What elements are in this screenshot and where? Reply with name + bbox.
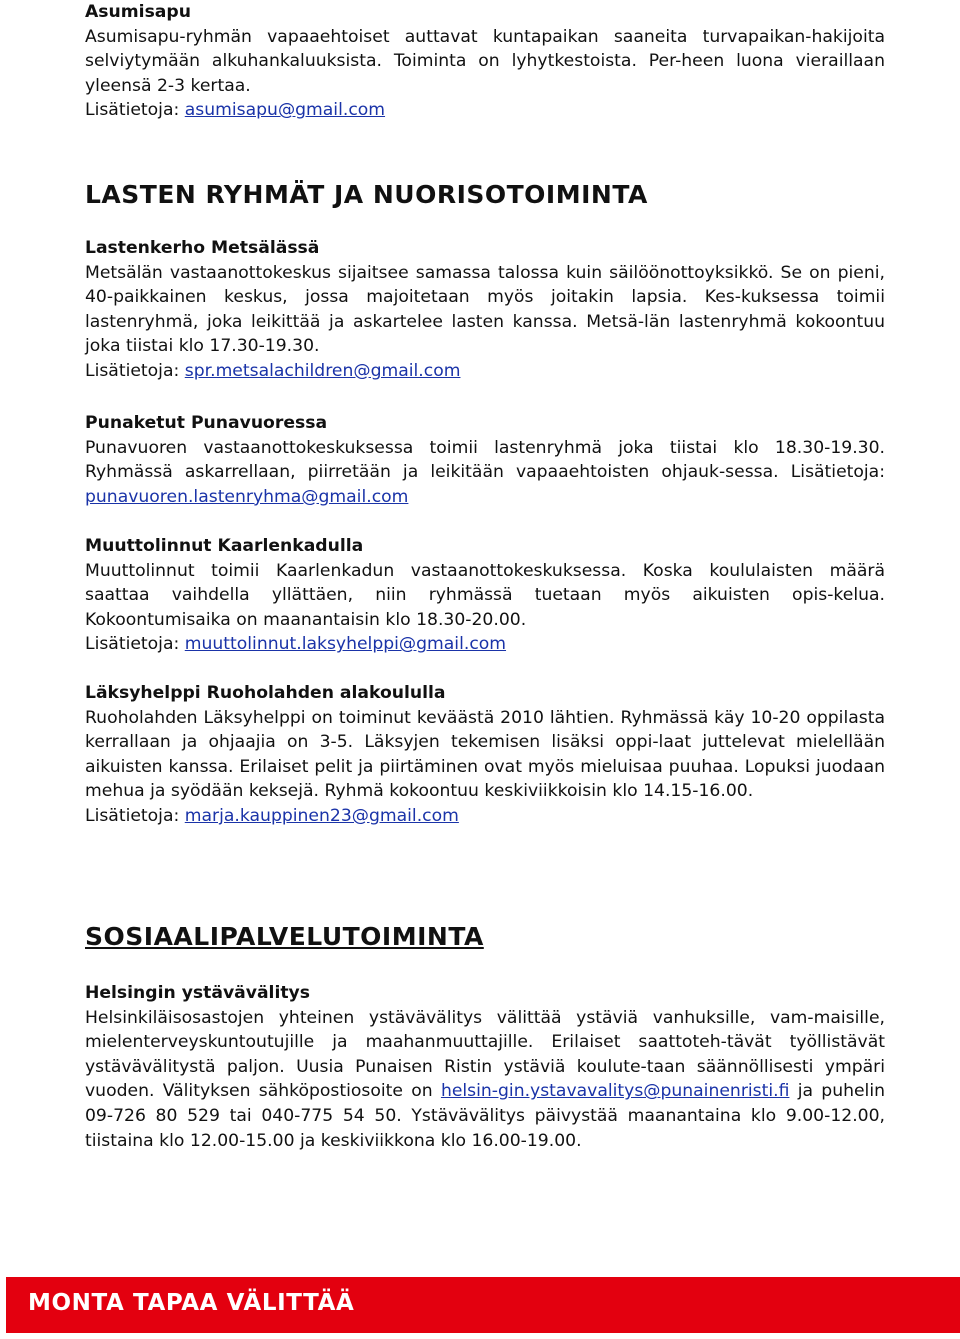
asumisapu-body: Asumisapu-ryhmän vapaaehtoiset auttavat kuntapaikan saaneita turvapaikan-hakijoita selviytymään alkuhankaluuksista. Toiminta on lyhytkestoista. Per-heen luona vieraillaan yleensä 2-3 kertaa.	[85, 26, 885, 96]
ystavavalitys-body-after: ja puhelin 09-726 80 529 tai 040-775 54 50. Ystävävälitys päivystää maanantaina klo 9.00-12.00, tiistaina klo 12.00-15.00 ja keskiviikkona klo 16.00-19.00.	[85, 1081, 885, 1151]
metsala-body: Metsälän vastaanottokeskus sijaitsee samassa talossa kuin säilöönottoyksikkö. Se on pieni, 40-paikkainen keskus, jossa majoitetaan myös joitakin lapsia. Kes-kuksessa toimii lastenryhmä, joka leikittää ja askartelee lasten kanssa. Metsä-län lastenryhmä kokoontuu joka tiistai klo 17.30-19.30.	[85, 262, 885, 357]
muuttolinnut-text	[85, 559, 885, 657]
footer-banner	[6, 1277, 960, 1333]
ystavavalitys-block	[85, 981, 885, 1153]
muuttolinnut-body: Muuttolinnut toimii Kaarlenkadun vastaanottokeskuksessa. Koska koululaisten määrä saattaa vaihdella yllättäen, niin ryhmässä tuetaan myös aikuisten opis-kelua. Kokoontumisaika on maanantaisin klo 18.30-20.00.	[85, 560, 885, 630]
laksyhelppi-block	[85, 681, 885, 829]
metsala-block	[85, 236, 885, 384]
metsala-info-label: Lisätietoja:	[85, 360, 185, 381]
metsala-heading: Lastenkerho Metsälässä	[85, 238, 320, 258]
laksyhelppi-body: Ruoholahden Läksyhelppi on toiminut keväästä 2010 lähtien. Ryhmässä käy 10-20 oppilasta kerrallaan ja ohjaajia on 3-5. Läksyjen tekemisen lisäksi oppi-laat juttelevat mielellään aikuisten kanssa. Erilaiset pelit ja piirtäminen ovat myös mieluisaa puuhaa. Lopuksi juodaan mehua ja syödään keksejä. Ryhmä kokoontuu keskiviikkoisin klo 14.15-16.00.	[85, 707, 885, 802]
punavuori-body: Punavuoren vastaanottokeskuksessa toimii lastenryhmä joka tiistai klo 18.30-19.30. Ryhmässä askarrellaan, piirretään ja leikitään vapaaehtoisten ohjauk-sessa.	[85, 437, 885, 483]
punavuori-info-label: Lisätietoja:	[778, 462, 886, 483]
section-title-lasten: LASTEN RYHMÄT JA NUORISOTOIMINTA	[85, 180, 648, 209]
asumisapu-block	[85, 0, 885, 123]
asumisapu-heading: Asumisapu	[85, 2, 191, 22]
ystavavalitys-text	[85, 1006, 885, 1154]
asumisapu-email-link[interactable]: asumisapu@gmail.com	[184, 100, 386, 121]
punavuori-text	[85, 436, 885, 510]
laksyhelppi-info-label: Lisätietoja:	[85, 805, 185, 826]
punavuori-email-link[interactable]: punavuoren.lastenryhma@gmail.com	[85, 486, 409, 507]
metsala-text	[85, 261, 885, 384]
ystavavalitys-heading: Helsingin ystävävälitys	[85, 983, 310, 1003]
punavuori-block	[85, 411, 885, 509]
punavuori-heading: Punaketut Punavuoressa	[85, 413, 328, 433]
footer-slogan: MONTA TAPAA VÄLITTÄÄ	[28, 1290, 355, 1316]
asumisapu-text	[85, 25, 885, 123]
asumisapu-info-label: Lisätietoja:	[85, 100, 185, 121]
muuttolinnut-info-label: Lisätietoja:	[85, 634, 185, 655]
laksyhelppi-text	[85, 706, 885, 829]
muuttolinnut-block	[85, 534, 885, 657]
muuttolinnut-heading: Muuttolinnut Kaarlenkadulla	[85, 536, 364, 556]
ystavavalitys-email-link[interactable]: helsin-gin.ystavavalitys@punainenristi.fi	[440, 1081, 790, 1102]
ystavavalitys-body-before: Helsinkiläisosastojen yhteinen ystävävälitys välittää ystäviä vanhuksille, vam-maisille, mielenterveyskuntoutujille ja maahanmuuttajille. Erilaiset saattoteh-tävät työllistävät ystävävälitystä paljon. Uusia Punaisen Ristin ystäviä koulute-taan säännöllisesti ympäri vuoden. Välityksen sähköpostiosoite on	[85, 1007, 885, 1102]
muuttolinnut-email-link[interactable]: muuttolinnut.laksyhelppi@gmail.com	[184, 634, 507, 655]
laksyhelppi-email-link[interactable]: marja.kauppinen23@gmail.com	[184, 805, 459, 826]
laksyhelppi-heading: Läksyhelppi Ruoholahden alakoululla	[85, 683, 446, 703]
metsala-email-link[interactable]: spr.metsalachildren@gmail.com	[184, 360, 461, 381]
section-title-sosiaali: SOSIAALIPALVELUTOIMINTA	[85, 922, 484, 951]
